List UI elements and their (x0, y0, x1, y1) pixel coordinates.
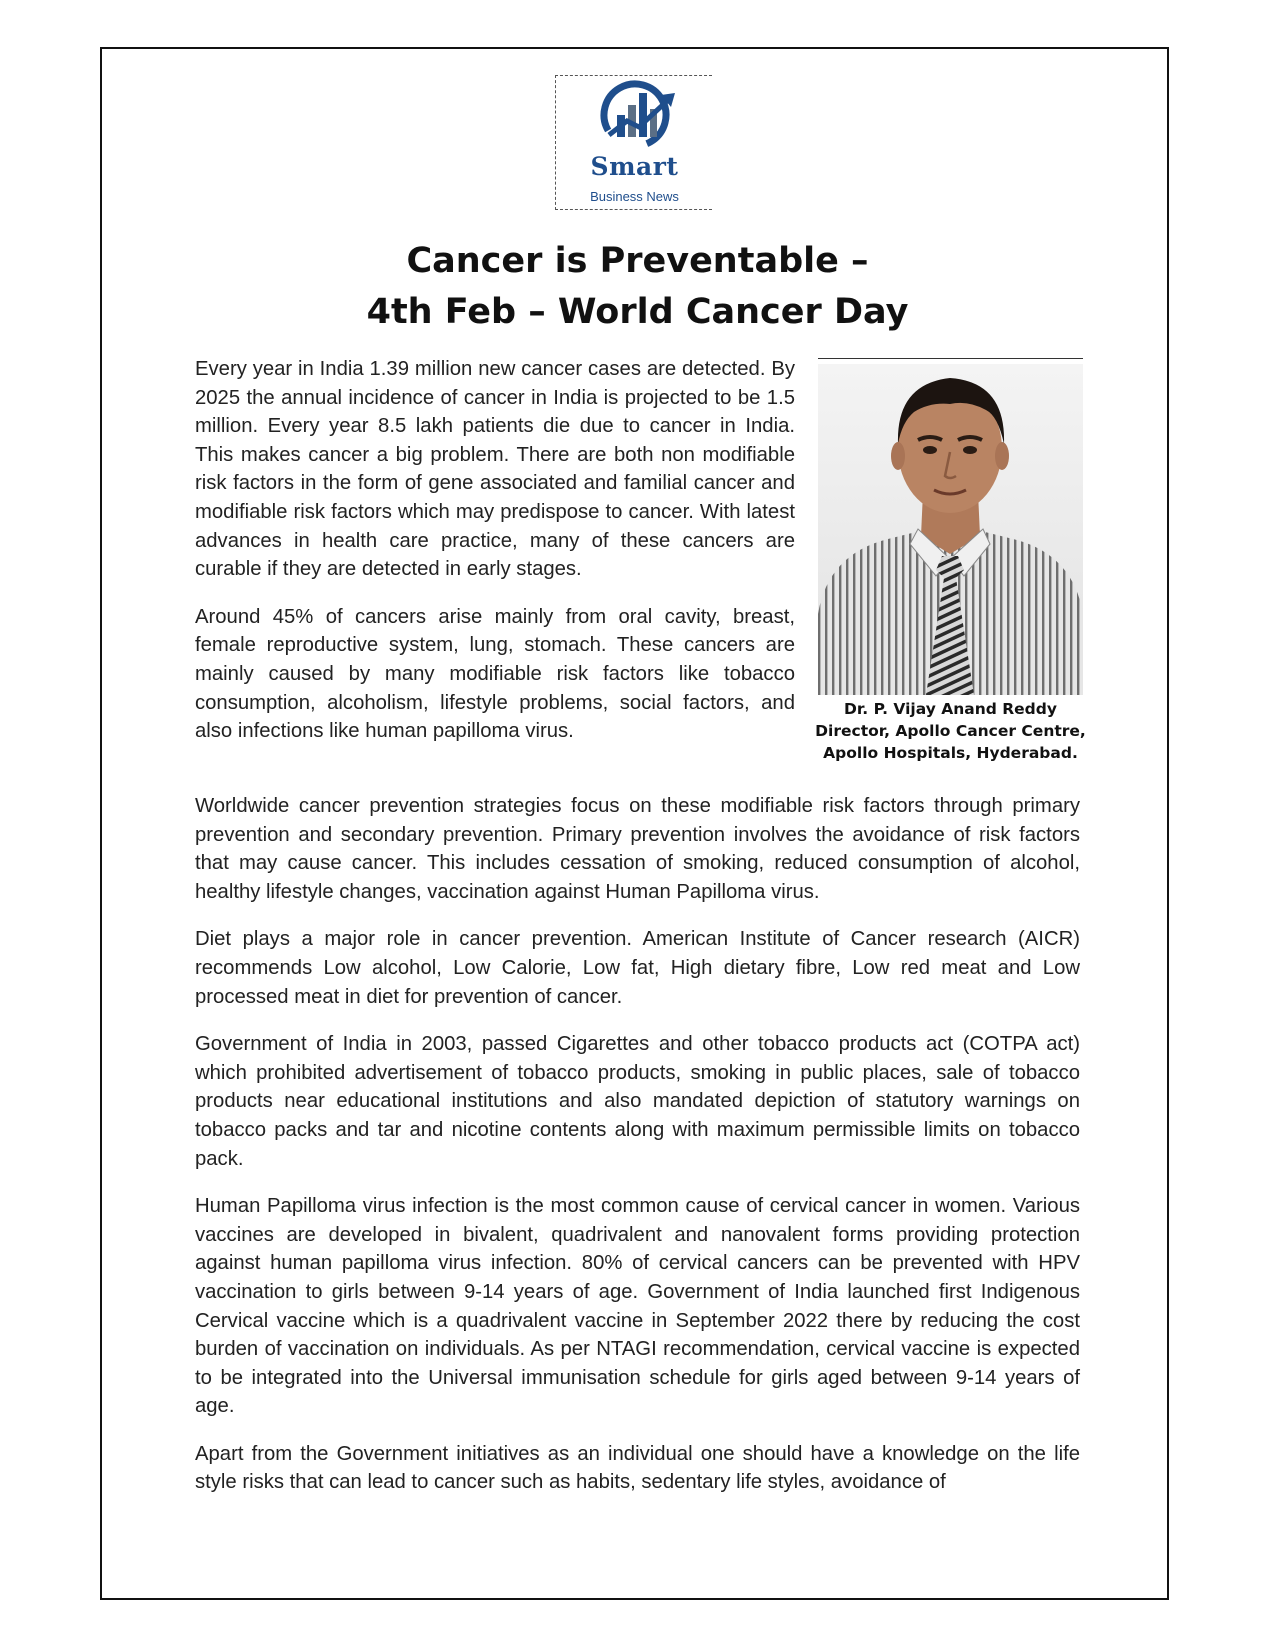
article-paragraph: Every year in India 1.39 million new cancer cases are detected. By 2025 the annual incidence of cancer in India is projected to be 1.5 million. Every year 8.5 lakh patients die due to cancer in India. This makes cancer a big problem. There are both non modifiable risk factors in the form of gene associated and familial cancer and modifiable risk factors which may predispose to cancer. With latest advances in health care practice, many of these cancers are curable if they are detected in early stages. (195, 358, 795, 581)
logo-tagline: Business News (590, 189, 679, 204)
publication-logo (555, 75, 712, 210)
article-paragraph: Government of India in 2003, passed Cigarettes and other tobacco products act (COTPA act) which prohibited advertisement of tobacco products, smoking in public places, sale of tobacco products near educational institutions and also mandated depiction of statutory warnings on tobacco packs and tar and nicotine contents along with maximum permissible limits on tobacco pack. (195, 1033, 1080, 1170)
portrait-illustration (818, 364, 1083, 695)
photo-top-rule (818, 358, 1083, 359)
article-paragraph: Human Papilloma virus infection is the most common cause of cervical cancer in women. Various vaccines are developed in bivalent, quadrivalent and nanovalent forms providing protection against human papilloma virus infection. 80% of cervical cancers can be prevented with HPV vaccination to girls between 9-14 years of age. Government of India launched first Indigenous Cervical vaccine which is a quadrivalent vaccine in September 2022 there by reducing the cost burden of vaccination on individuals. As per NTAGI recommendation, cervical vaccine is expected to be integrated into the Universal immunisation schedule for girls aged between 9-14 years of age. (195, 1195, 1080, 1418)
article-intro-column (195, 355, 795, 765)
headline-line-2: 4th Feb – World Cancer Day (366, 292, 909, 332)
caption-role: Director, Apollo Cancer Centre, (815, 722, 1086, 740)
article-paragraph: Apart from the Government initiatives as an individual one should have a knowledge on the life style risks that can lead to cancer such as habits, sedentary life styles, avoidance of (195, 1442, 1080, 1494)
author-portrait (818, 364, 1083, 695)
photo-caption (808, 698, 1093, 764)
growth-chart-logo-icon (591, 79, 681, 151)
article-headline (195, 236, 1080, 338)
headline-line-1: Cancer is Preventable – (406, 241, 869, 281)
article-paragraph: Worldwide cancer prevention strategies focus on these modifiable risk factors through primary prevention and secondary prevention. Primary prevention involves the avoidance of risk factors that may cause cancer. This includes cessation of smoking, reduced consumption of alcohol, healthy lifestyle changes, vaccination against Human Papilloma virus. (195, 795, 1080, 903)
article-paragraph: Around 45% of cancers arise mainly from oral cavity, breast, female reproductive system, lung, stomach. These cancers are mainly caused by many modifiable risk factors like tobacco consumption, alcoholism, lifestyle problems, social factors, and also infections like human papilloma virus. (195, 605, 795, 743)
caption-name: Dr. P. Vijay Anand Reddy (844, 700, 1057, 718)
logo-wordmark: Smart (590, 152, 679, 181)
article-body-column (195, 792, 1080, 1516)
article-paragraph: Diet plays a major role in cancer prevention. American Institute of Cancer research (AICR) recommends Low alcohol, Low Calorie, Low fat, High dietary fibre, Low red meat and Low processed meat in diet for prevention of cancer. (195, 928, 1080, 1008)
caption-organization: Apollo Hospitals, Hyderabad. (823, 744, 1078, 762)
